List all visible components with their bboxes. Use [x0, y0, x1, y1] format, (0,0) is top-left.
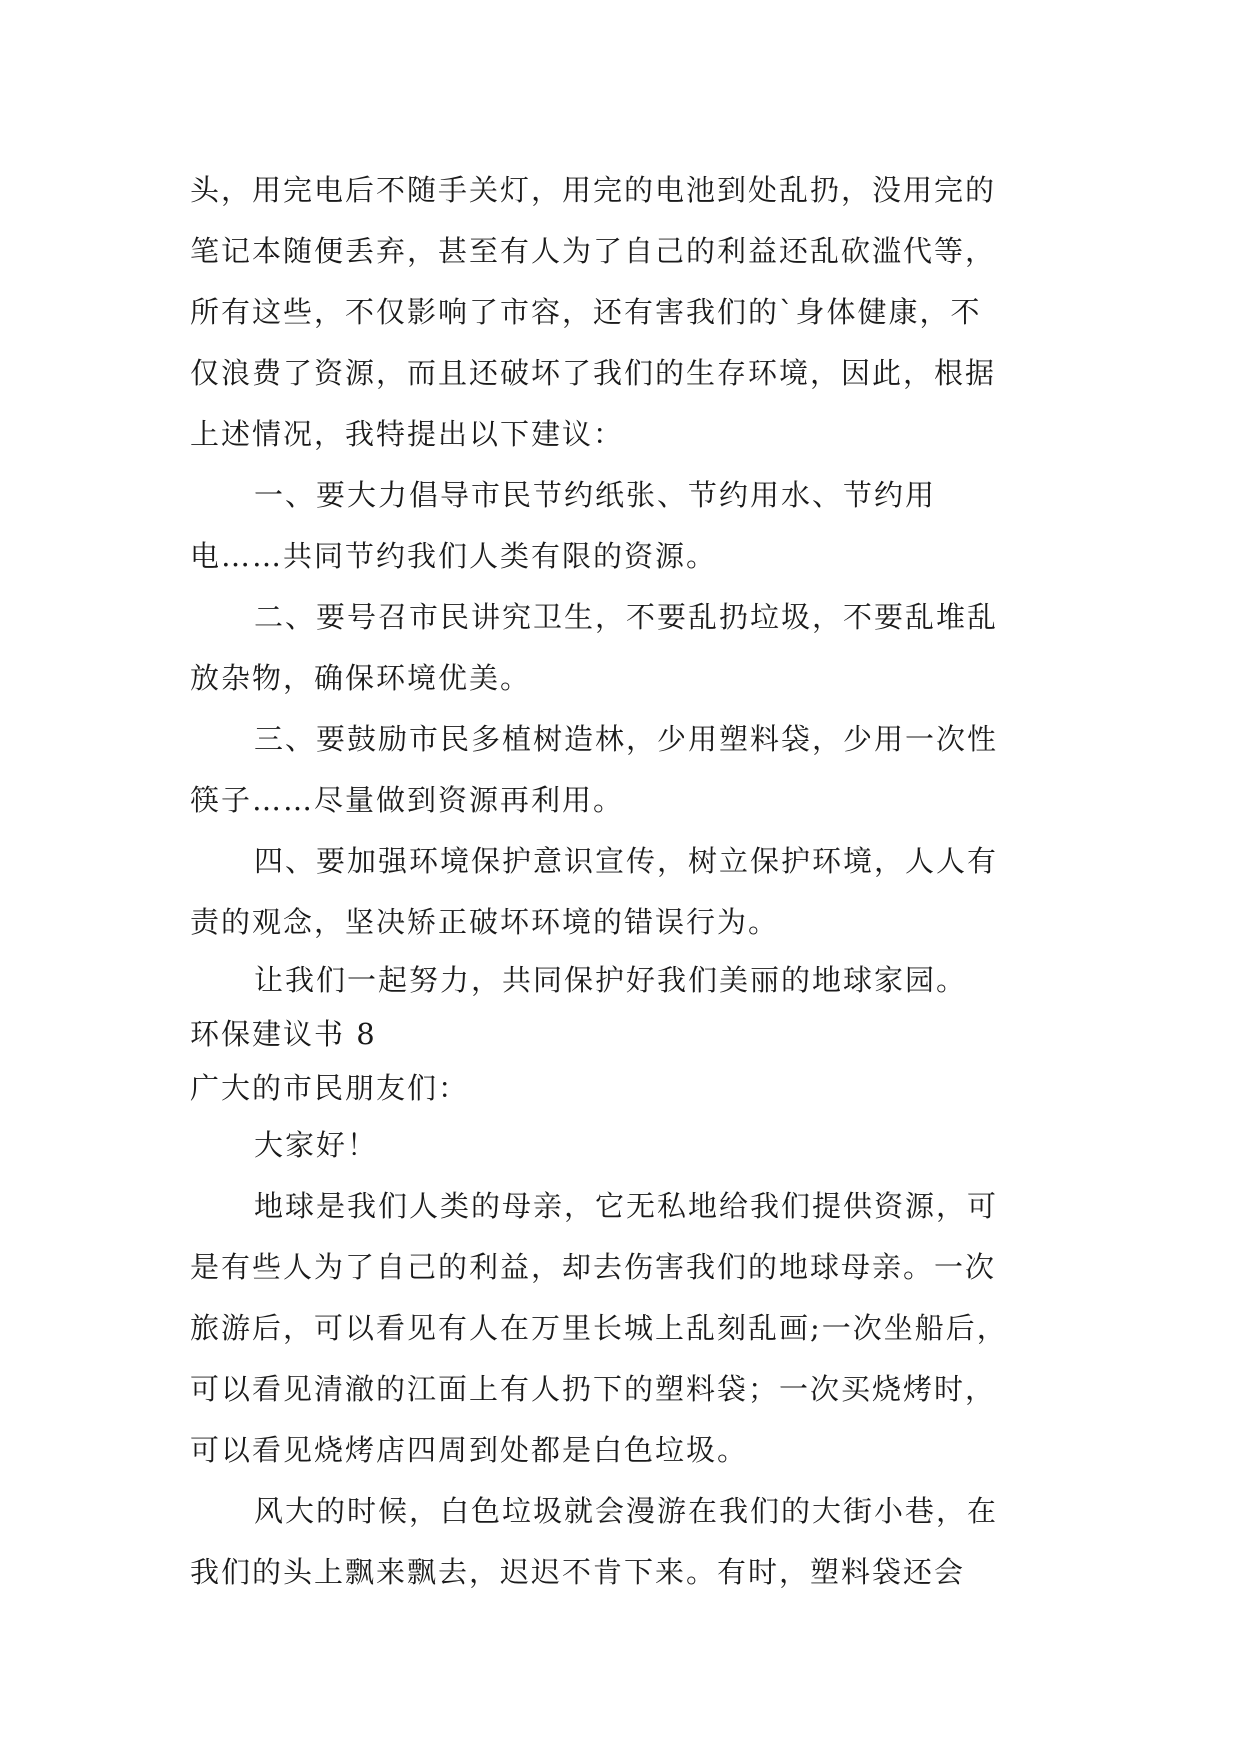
text-line: 一、要大力倡导市民节约纸张、节约用水、节约用: [254, 478, 937, 512]
text-line: 二、要号召市民讲究卫生，不要乱扔垃圾，不要乱堆乱: [254, 600, 999, 634]
text-line: 让我们一起努力，共同保护好我们美丽的地球家园。: [254, 963, 968, 997]
text-line: 是有些人为了自己的利益，却去伤害我们的地球母亲。一次: [190, 1250, 997, 1284]
document-body: [190, 160, 1050, 1603]
text-line: 四、要加强环境保护意识宣传，树立保护环境，人人有: [254, 844, 999, 878]
salutation: 广大的市民朋友们：: [190, 1071, 470, 1105]
text-line: 头，用完电后不随手关灯，用完的电池到处乱扔，没用完的: [190, 173, 997, 207]
text-line: 风大的时候，白色垃圾就会漫游在我们的大街小巷，在: [254, 1494, 999, 1528]
text-line: 可以看见烧烤店四周到处都是白色垃圾。: [190, 1433, 749, 1467]
section-heading: 环保建议书 8: [190, 1017, 377, 1051]
text-line: 仅浪费了资源，而且还破坏了我们的生存环境，因此，根据: [190, 356, 997, 390]
text-line: 我们的头上飘来飘去，迟迟不肯下来。有时，塑料袋还会: [190, 1555, 966, 1589]
text-line: 可以看见清澈的江面上有人扔下的塑料袋；一次买烧烤时，: [190, 1372, 997, 1406]
text-line: 责的观念，坚决矫正破坏环境的错误行为。: [190, 905, 780, 939]
text-line: 放杂物，确保环境优美。: [190, 661, 532, 695]
text-line: 笔记本随便丢弃，甚至有人为了自己的利益还乱砍滥代等，: [190, 234, 997, 268]
text-line: 所有这些，不仅影响了市容，还有害我们的`身体健康，不: [190, 295, 982, 329]
text-line: 旅游后，可以看见有人在万里长城上乱刻乱画;一次坐船后，: [190, 1311, 1008, 1345]
text-line: 地球是我们人类的母亲，它无私地给我们提供资源，可: [254, 1189, 999, 1223]
text-line: 三、要鼓励市民多植树造林，少用塑料袋，少用一次性: [254, 722, 999, 756]
greeting: 大家好！: [254, 1128, 379, 1162]
text-line: 筷子……尽量做到资源再利用。: [190, 783, 625, 817]
text-line: 电……共同节约我们人类有限的资源。: [190, 539, 718, 573]
text-line: 上述情况，我特提出以下建议：: [190, 417, 625, 451]
